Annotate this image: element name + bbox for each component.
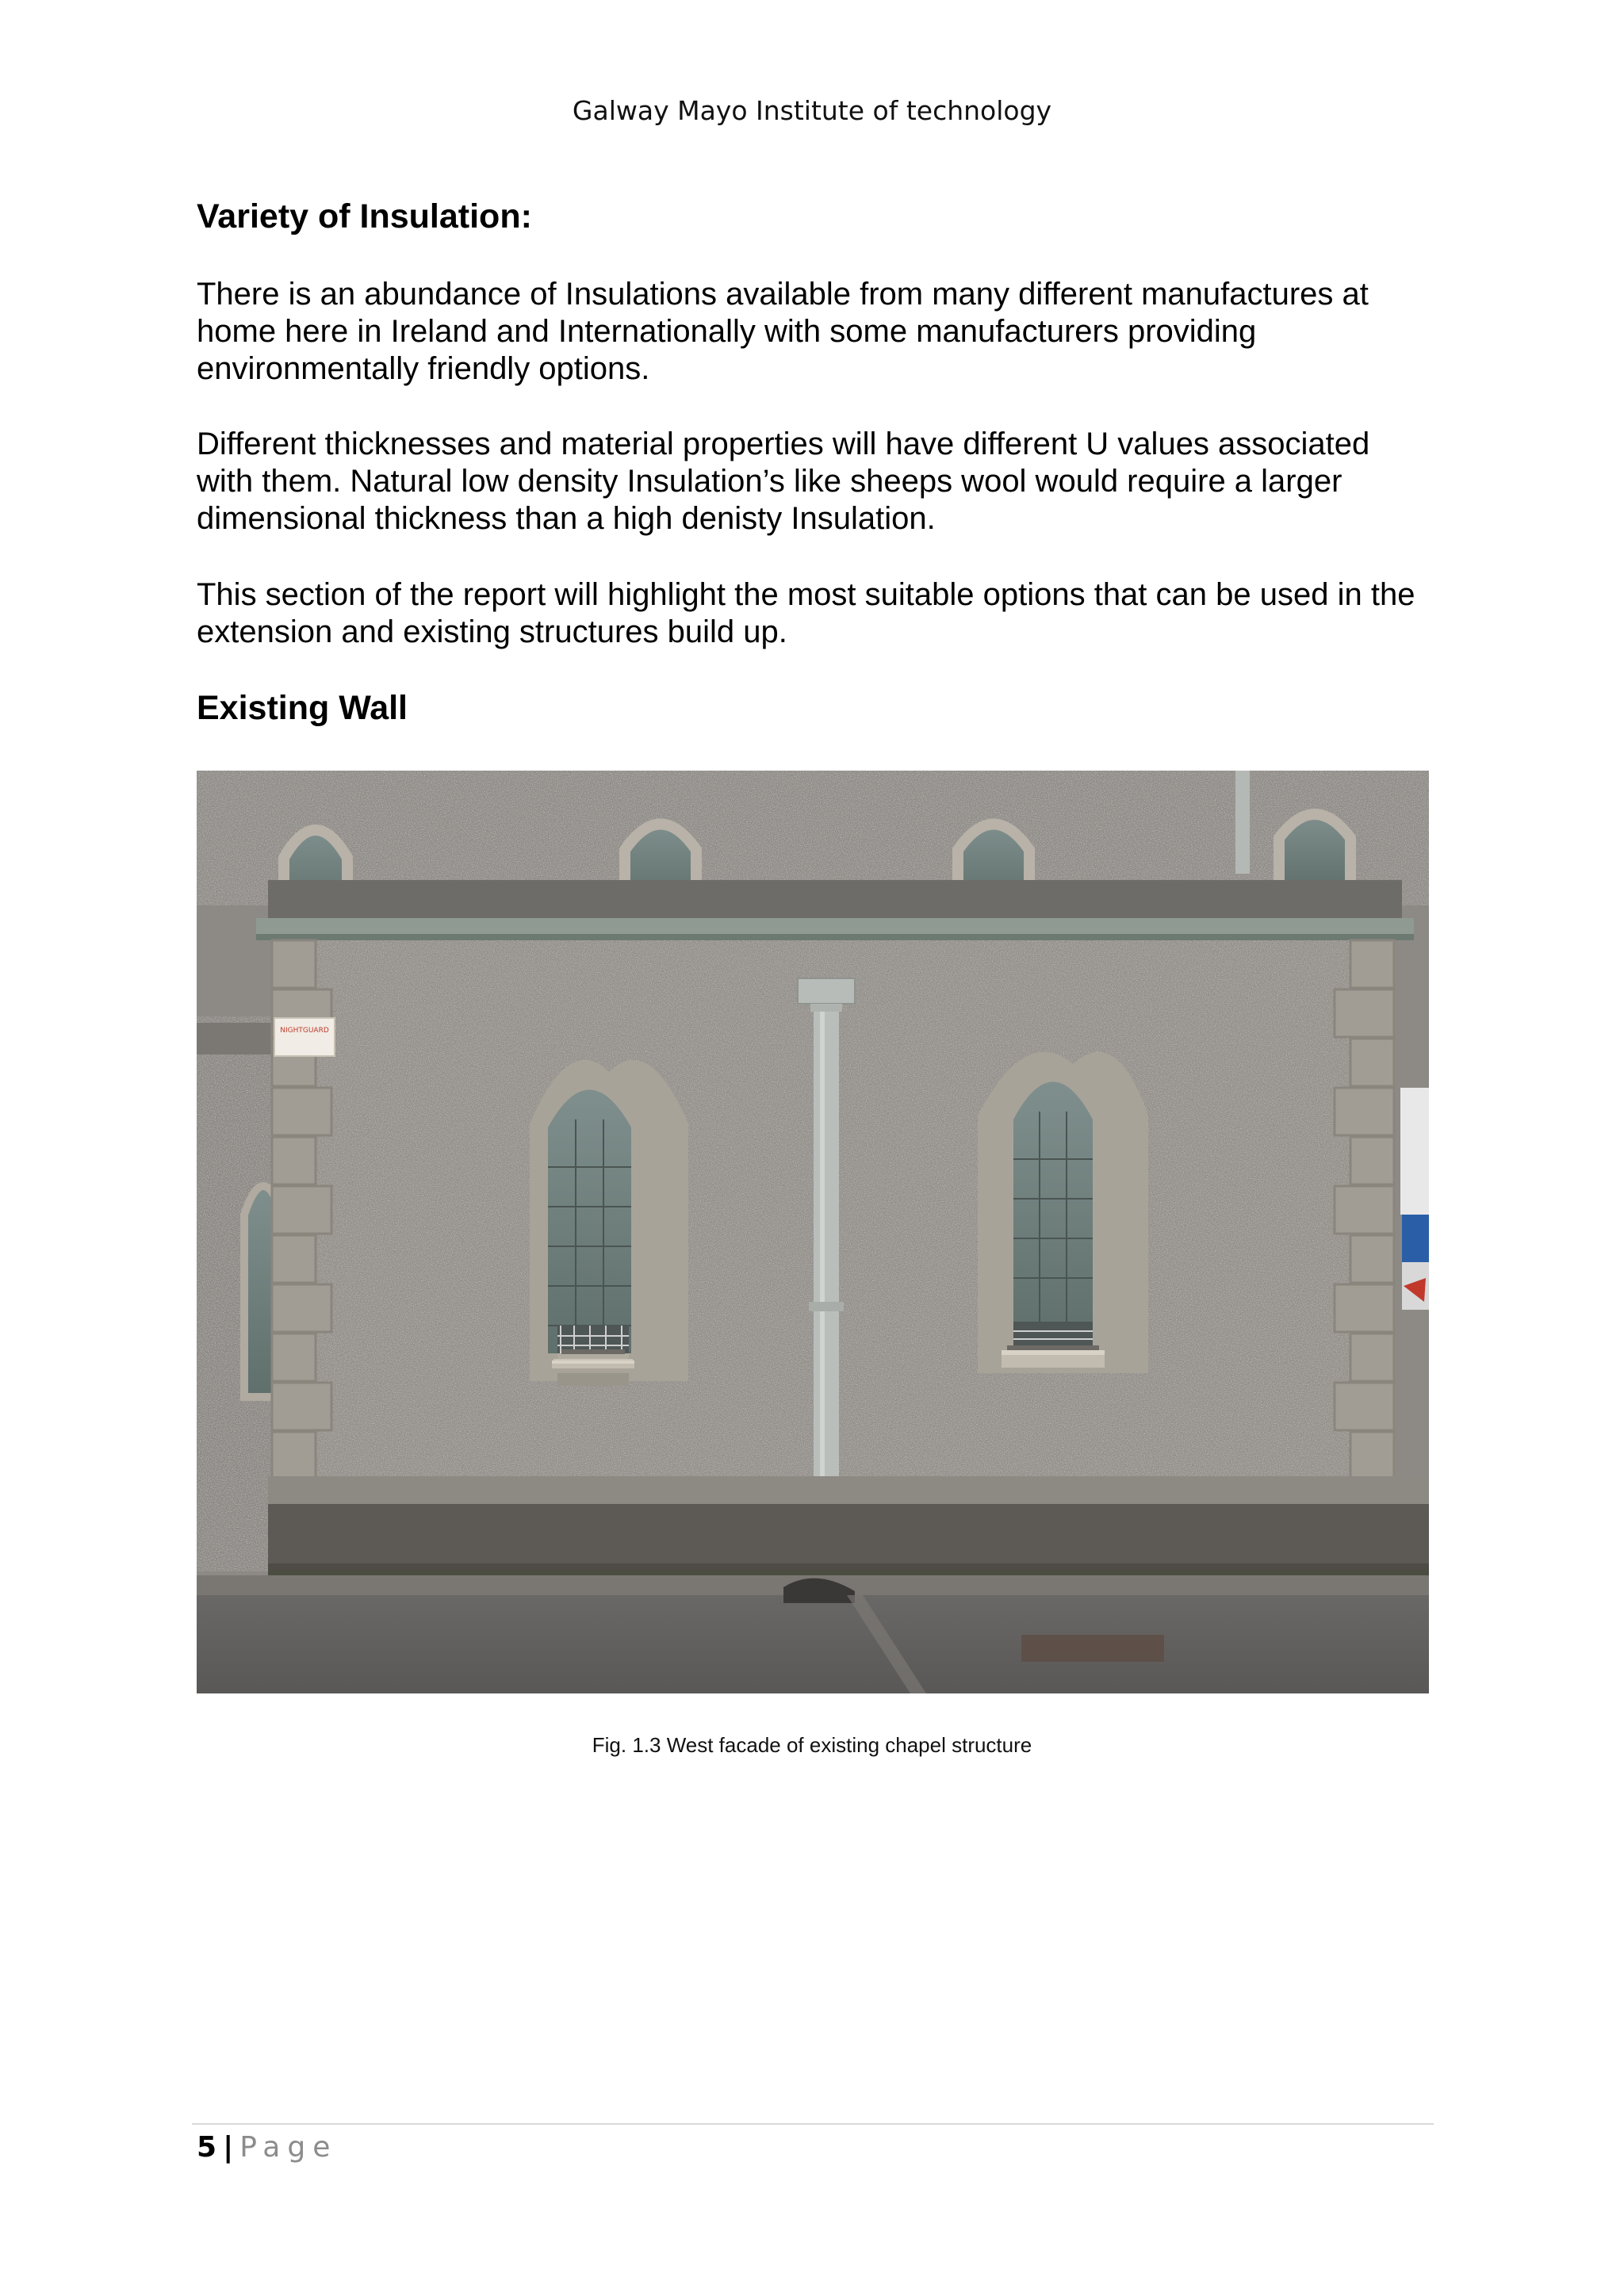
section-heading-variety: Variety of Insulation: bbox=[197, 197, 532, 235]
chapel-facade-photo bbox=[197, 771, 1429, 1693]
nightguard-sign-text: NIGHTGUARD bbox=[280, 1027, 329, 1035]
footer-separator: | bbox=[223, 2131, 234, 2164]
document-header: Galway Mayo Institute of technology bbox=[572, 95, 1052, 126]
paragraph-insulation-availability: There is an abundance of Insulations available from many different manufactures at home here in Ireland and Internationally with some manufacturers providing environmentally friendly options. bbox=[197, 277, 1369, 386]
page-number: 5 bbox=[197, 2131, 217, 2164]
paragraph-thickness-u-values: Different thicknesses and material properties will have different U values associated with them. Natural low density Insulation’s like sheeps wool would require a larger dimensional thickness than a high denisty Insulation. bbox=[197, 427, 1370, 536]
section-heading-existing-wall: Existing Wall bbox=[197, 689, 408, 727]
page-label: Page bbox=[239, 2131, 338, 2164]
footer-divider bbox=[192, 2123, 1434, 2125]
figure-caption: Fig. 1.3 West facade of existing chapel structure bbox=[592, 1733, 1032, 1757]
paragraph-section-purpose: This section of the report will highlight the most suitable options that can be used in the extension and existing structures build up. bbox=[197, 577, 1415, 649]
page-footer bbox=[197, 2131, 337, 2164]
